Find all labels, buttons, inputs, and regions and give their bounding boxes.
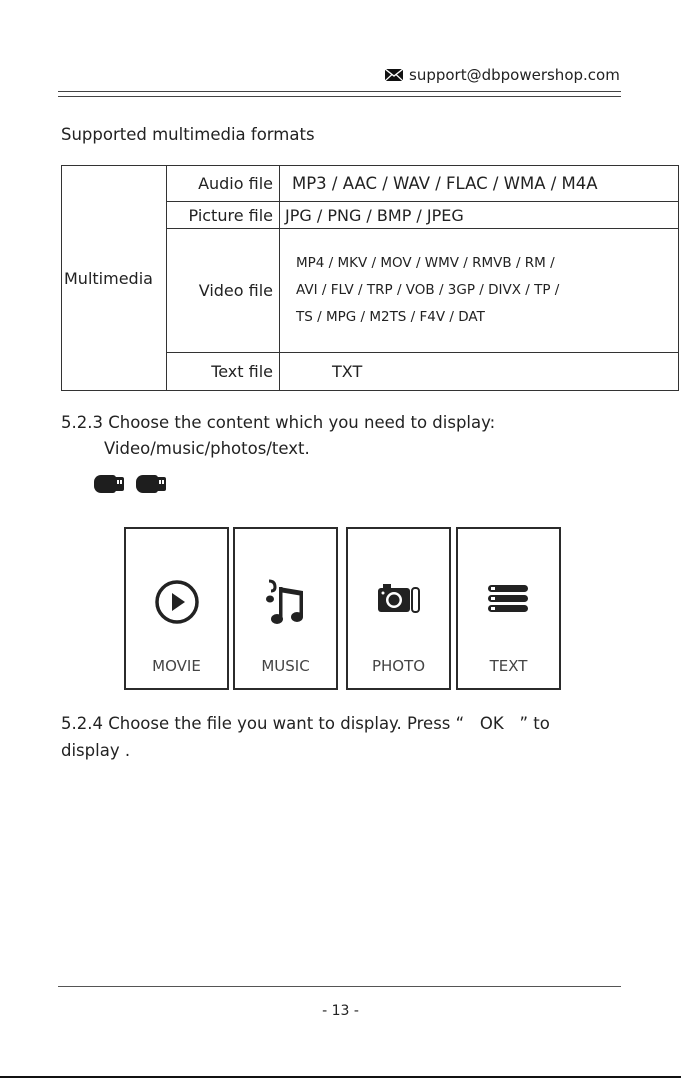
support-email: support@dbpowershop.com	[409, 66, 620, 84]
camera-icon	[376, 579, 422, 619]
menu-label-photo: PHOTO	[371, 657, 426, 675]
section-title: Supported multimedia formats	[61, 125, 315, 144]
formats-table	[61, 165, 679, 391]
step-524-line1: 5.2.4 Choose the file you want to display. Press “ OK ” to	[61, 714, 550, 733]
music-note-icon	[263, 579, 309, 627]
step-523-line2: Video/music/photos/text.	[104, 439, 310, 458]
header-email	[385, 66, 620, 84]
video-formats-line: TS / MPG / M2TS / F4V / DAT	[296, 309, 485, 325]
menu-tile-text[interactable]	[456, 527, 561, 690]
step-524-line2: display .	[61, 741, 131, 760]
formats-cell-text: TXT	[280, 353, 679, 391]
formats-cell-picture: JPG / PNG / BMP / JPEG	[280, 202, 679, 229]
category-cell: Multimedia	[62, 166, 167, 391]
envelope-icon	[385, 69, 403, 81]
page-number: - 13 -	[322, 1003, 359, 1019]
usb-drive-icon	[136, 475, 166, 493]
formats-cell-video	[280, 229, 679, 353]
formats-cell-audio: MP3 / AAC / WAV / FLAC / WMA / M4A	[280, 166, 679, 202]
video-formats-line: AVI / FLV / TRP / VOB / 3GP / DIVX / TP /	[296, 282, 560, 298]
step-523-line1: 5.2.3 Choose the content which you need to display:	[61, 413, 496, 432]
menu-label-text: TEXT	[489, 657, 528, 675]
video-formats-line: MP4 / MKV / MOV / WMV / RMVB / RM /	[296, 255, 555, 271]
usb-drive-icon	[94, 475, 124, 493]
header-divider	[58, 91, 621, 97]
menu-label-movie: MOVIE	[152, 657, 201, 675]
type-cell-picture: Picture file	[167, 202, 280, 229]
type-cell-audio: Audio file	[167, 166, 280, 202]
type-cell-text: Text file	[167, 353, 280, 391]
menu-tile-music[interactable]	[233, 527, 338, 690]
menu-tile-movie[interactable]	[124, 527, 229, 690]
usb-icons	[94, 475, 166, 493]
table-row	[62, 166, 679, 202]
play-icon	[154, 579, 200, 625]
menu-label-music: MUSIC	[261, 657, 310, 675]
menu-tile-photo[interactable]	[346, 527, 451, 690]
footer-divider	[58, 986, 621, 987]
type-cell-video: Video file	[167, 229, 280, 353]
text-lines-icon	[486, 579, 532, 619]
